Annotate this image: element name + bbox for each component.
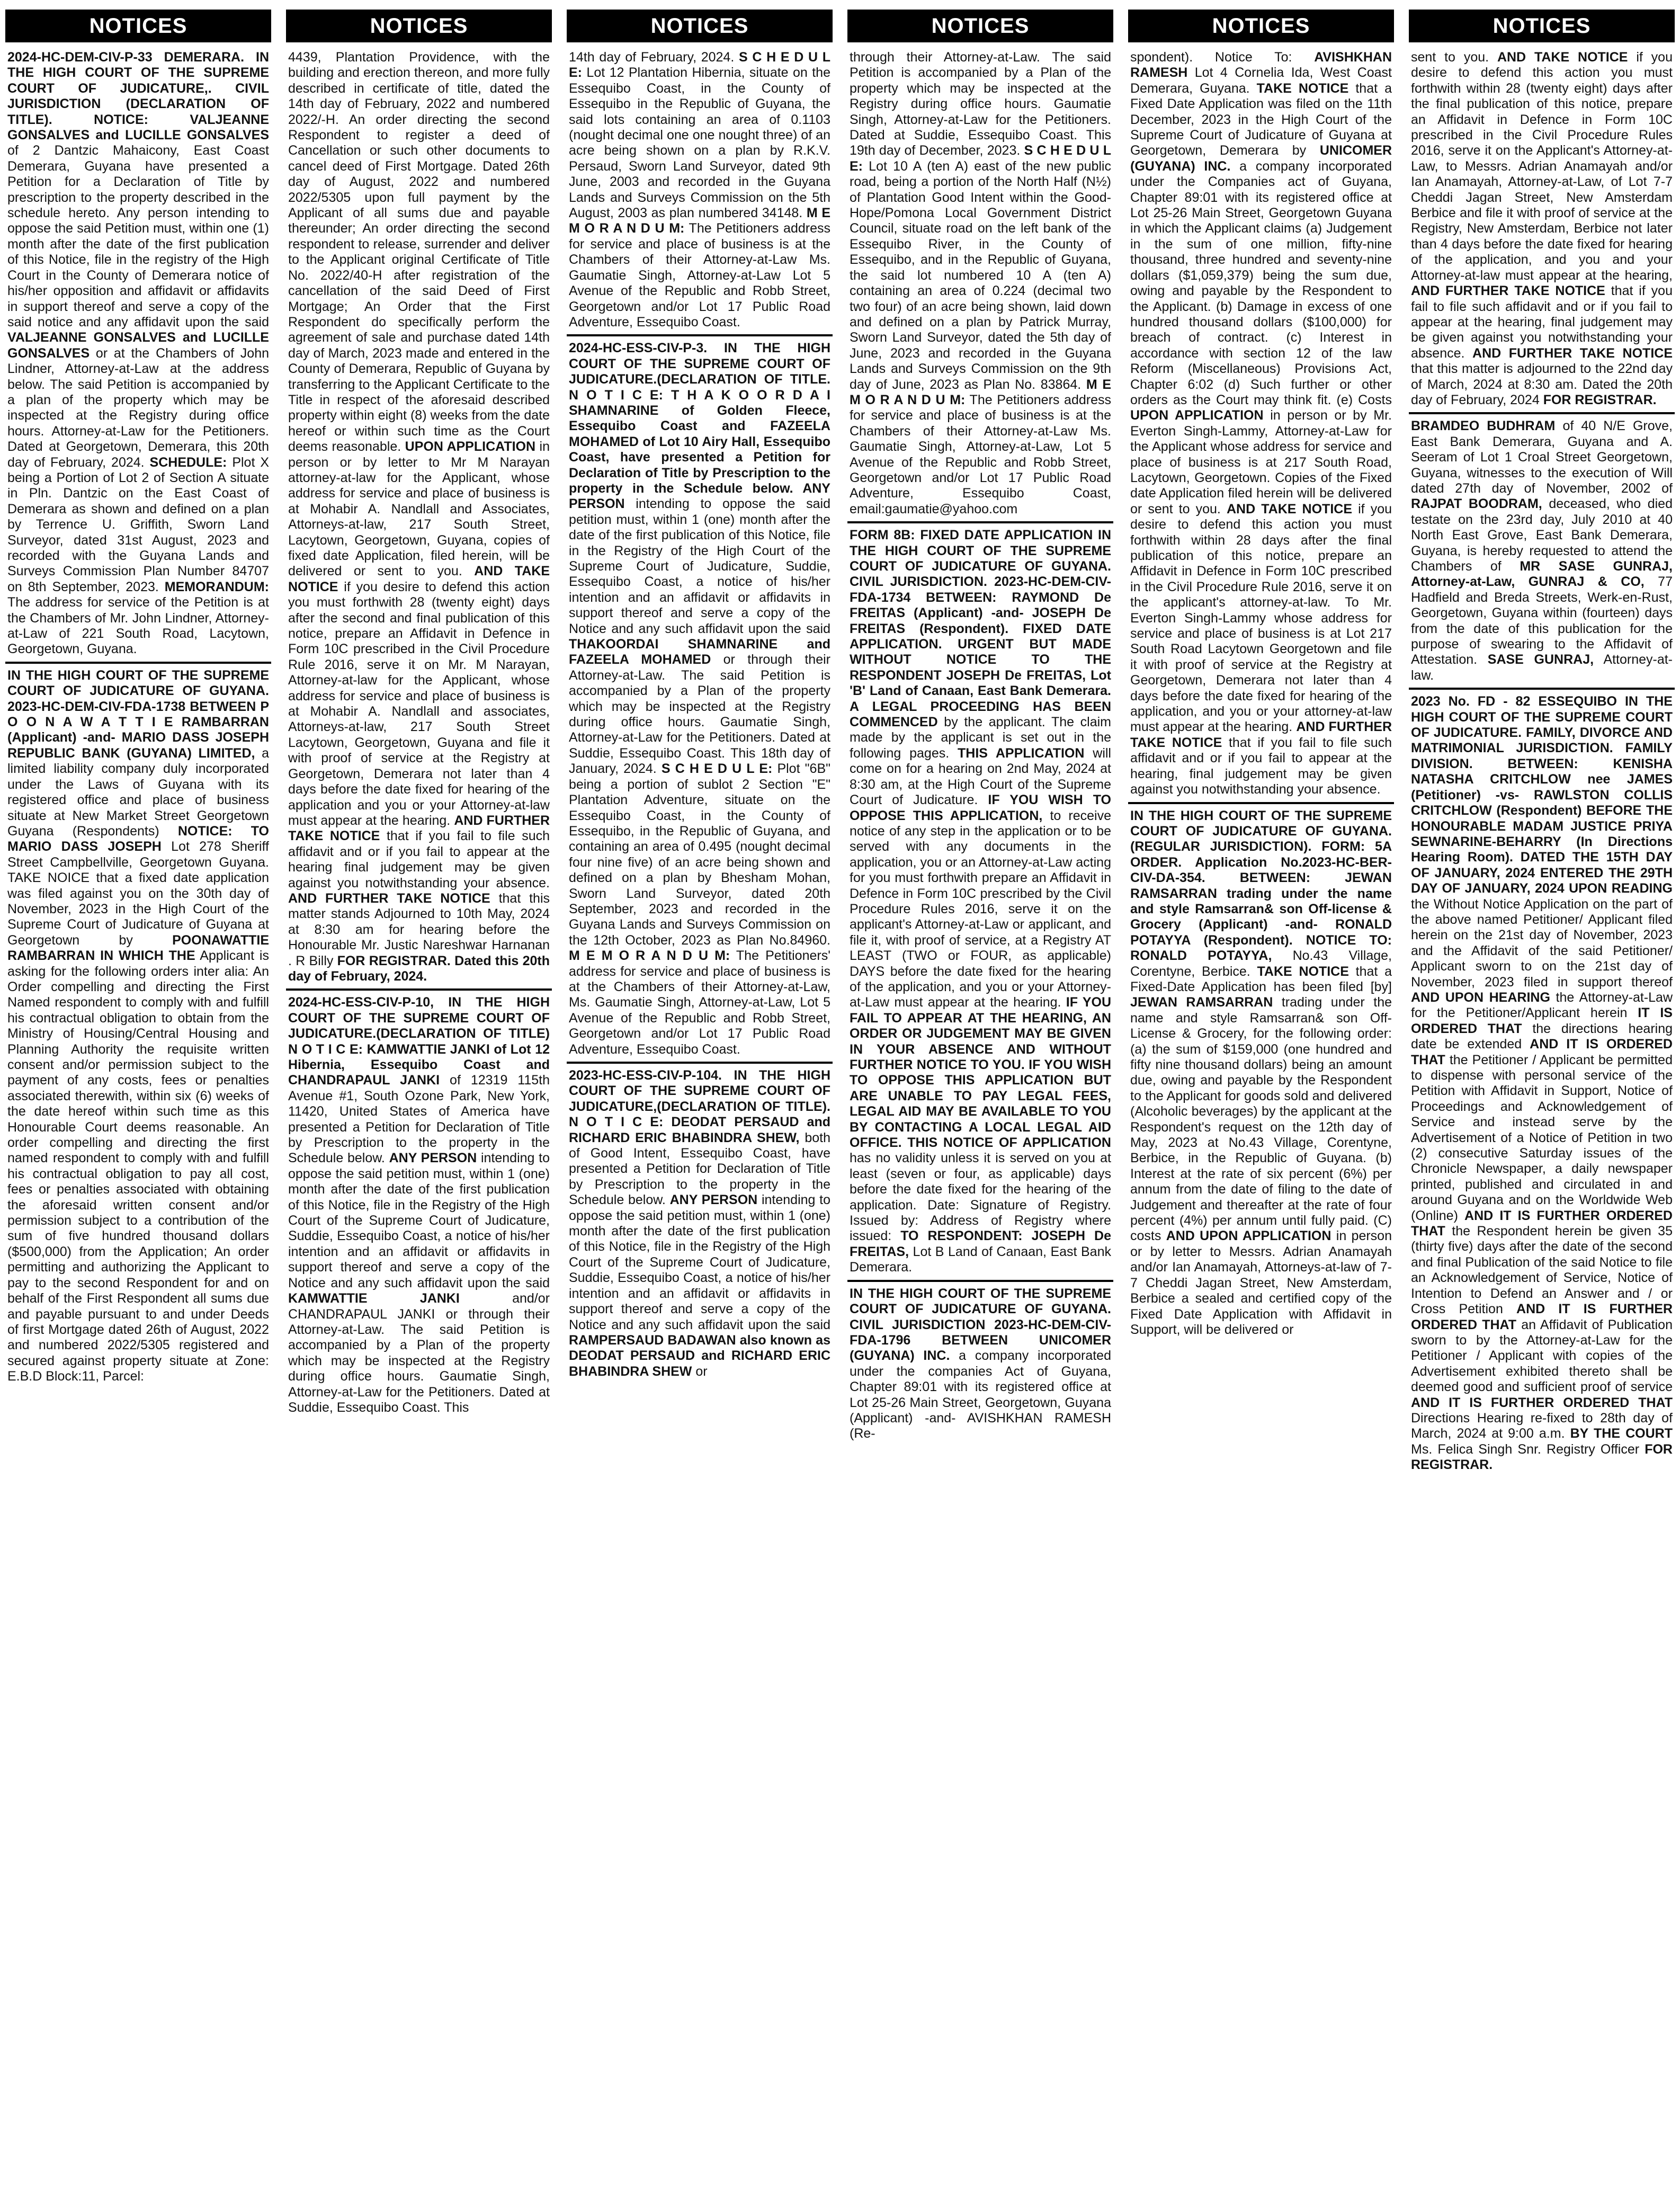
column-header: NOTICES <box>5 10 271 42</box>
notice-text: Plot X being a Portion of Lot 2 of Section A situate in Pln. Dantzic on the East Coast of Demerara as shown and defined on a plan by Terrence U. Griffith, Sworn Land Surveyor, dated 31st August, 2023 and recorded with the Guyana Lands and Surveys Commission Plan Number 84707 on 8th September, 2023. <box>7 455 269 594</box>
column-body <box>1409 50 1675 2191</box>
notice-text: of 2 Dantzic Mahaicony, East Coast Demerara, Guyana have presented a Petition for a Declaration of Title by prescription to the property described in the schedule hereto. Any person intending to oppose the said Petition must, within one (1) month after the date of the first publication of this Notice, file in the registry of the High Court in the County of Demerara notice of his/her opposition and affidavit or affidavits in support thereof and serve a copy of the said notice and any affidavit upon the said <box>7 143 269 329</box>
notice-bold-text: BRAMDEO BUDHRAM <box>1411 418 1556 434</box>
notice-text: that if you fail to file such affidavit and or if you fail to appear at the hearing, final judgement may be given against you notwithstanding your absence. <box>1411 283 1673 361</box>
notice-bold-text: AND UPON HEARING <box>1411 990 1550 1005</box>
notice-text: the Without Notice Application on the part of the above named Petitioner/ Applicant filed herein on the 21st day of November, 2023 and the Affidavit of the said Petitioner/ Applicant sworn to on the 21st day of November, 2023 filed in support thereof <box>1411 896 1673 990</box>
notice-text: has no validity unless it is served on you at least (seven or four, as applicable) days before the date fixed for the hearing of the application. Date: Signature of Registry. Issued by: Address of Registry where issued: <box>850 1151 1111 1244</box>
notice-text: deceased, who died testate on the 23rd day, July 2010 at 40 North East Grove, East Bank Demerara, Guyana, is hereby requested to attend the Chambers of <box>1411 496 1673 574</box>
column-header: NOTICES <box>847 10 1113 42</box>
notice-bold-text: FOR REGISTRAR. <box>1411 1441 1673 1473</box>
legal-notice <box>1409 688 1675 1477</box>
notice-bold-text: 2024-HC-DEM-CIV-P-33 DEMERARA. IN THE HIGH COURT OF THE SUPREME COURT OF JUDICATURE,. CIVIL JURISDICTION (DECLARATION OF TITLE). NOTICE: VALJEANNE GONSALVES and LUCILLE GONSALVES <box>7 50 269 143</box>
notice-column <box>1409 10 1675 2191</box>
notice-text: if you desire to defend this action you must forthwith within 28 (twenty eight) days after the final publication of this notice, prepare an Affidavit in Defence in Form 10C prescribed in the Civil Procedure Rules 2016, serve it on the Applicant's Attorney-at-Law, to Messrs. Adrian Anamayah and/or Ian Anamayah, Attorney-at-Law, of Lot 7-7 Cheddi Jagan Street, New Amsterdam Berbice and file it with proof of service at the Registry, New Amsterdam, Berbice not later than 4 days before the date fixed for hearing of the application, and you and your Attorney-at-law must appear at the hearing, <box>1411 50 1673 283</box>
notice-bold-text: 2024-HC-ESS-CIV-P-3. IN THE HIGH COURT OF THE SUPREME COURT OF JUDICATURE.(DECLARATION OF TITLE. N O T I C E: T H A K O O R D A I SHAMNARINE of Golden Fleece, Essequibo Coast and FAZEELA MOHAMED of Lot 10 Airy Hall, Essequibo Coast, have presented a Petition for Declaration of Title by Prescription to the property in the Schedule below. ANY PERSON <box>569 341 830 512</box>
legal-notice <box>567 334 833 1062</box>
notice-bold-text: AND FURTHER TAKE NOTICE <box>1411 283 1605 299</box>
legal-notice <box>847 1280 1113 1446</box>
notice-text: by the applicant. The claim made by the applicant is set out in the following pages. <box>850 715 1111 761</box>
notice-text: Lot 12 Plantation Hibernia, situate on the Essequibo Coast, in the County of Essequibo in the Republic of Guyana, the said lots containing an area of 0.1103 (nought decimal one one nought three) of an acre being shown on a plan by R.K.V. Persaud, Sworn Land Surveyor, dated 9th June, 2003 and recorded in the Guyana Lands and Surveys Commission on the 5th August, 2003 as plan numbered 34148. <box>569 65 830 221</box>
notice-text: spondent). Notice To: <box>1130 50 1315 65</box>
notice-bold-text: TO RESPONDENT: JOSEPH De FREITAS, <box>850 1228 1111 1259</box>
notice-text: or <box>692 1364 708 1379</box>
notice-text: intending to oppose the said petition must, within 1 (one) month after the date of the first publication of this Notice, file in the Registry of the High Court of the Supreme Court of Judicature, Suddie, Essequibo Coast, a notice of his/her intention and an affidavit or affidavits in support thereof and serve a copy of the Notice and any such affidavit upon the said <box>569 1192 831 1332</box>
notice-bold-text: NOTICE: TO MARIO DASS JOSEPH <box>7 823 270 854</box>
notice-bold-text: JEWAN RAMSARRAN <box>1130 995 1273 1010</box>
notice-text: Plot "6B" being a portion of sublot 2 Section "E" Plantation Adventure, situate on the Essequibo Coast, in the County of Essequibo, in the Republic of Guyana, and containing an area of 0.495 (nought decimal four nine five) of an acre being shown and defined on a plan by Bhesham Mohan, Sworn Land Surveyor, dated 20th September, 2023 and recorded in the Guyana Lands and Surveys Commission on the 12th October, 2023 as Plan No.84960. <box>569 761 830 948</box>
notice-bold-text: AND FURTHER TAKE NOTICE <box>1130 719 1392 750</box>
notice-text: Applicant is asking for the following orders inter alia: An Order compelling and directing the First Named respondent to comply with and fulfill his contractual obligation to obtain from the Ministry of Housing/Central Housing and Planning Authority the requisite written consent and/or permission subject to the payment of any costs, fees or penalties associated therewith, within six (6) weeks of the date hereof within such time as this Honourable Court deems reasonable. An order compelling and directing the first named respondent to comply with and fulfill his contractual obligation to pay all cost, fees or penalties associated with obtaining the aforesaid written consent and/or permission subject to a contribution of the sum of five hundred thousand dollars ($500,000) from the Application; An order permitting and authorizing the Applicant to pay to the second Respondent for and on behalf of the First Respondent all sums due and payable pursuant to and under Deeds of first Mortgage dated 26th of August, 2022 and numbered 2022/5305 registered and secured against property situate at Zone: E.B.D Block:11, Parcel: <box>7 948 269 1384</box>
notice-text: a company incorporated under the companies Act of Guyana, Chapter 89:01 with its registered office at Lot 25-26 Main Street, Georgetown, Guyana (Applicant) -and- AVISHKHAN RAMESH (Re- <box>850 1348 1111 1441</box>
notice-text: that if you fail to file such affidavit and or if you fail to appear at the hearing, final judgement may be given against you notwithstanding your absence. <box>1130 735 1392 797</box>
notice-text: Lot 10 A (ten A) east of the new public road, being a portion of the North Half (N½) of Plantation Good Intent within the Good-Hope/Pomona Local Government District Council, situate road on the left bank of the Essequibo River, in the County of Essequibo, and in the Republic of Guyana, the said lot numbered 10 A (ten A) containing an area of 0.224 (decimal two two four) of an acre being shown, laid down and defined on a plan by Patrick Murray, Sworn Land Surveyor, dated the 5th day of June, 2023 and recorded in the Guyana Lands and Surveys Commission on the 9th day of June, 2023 as Plan No. 83864. <box>850 158 1111 392</box>
notice-text: 14th day of February, 2024. <box>569 50 739 65</box>
notice-text: both of Good Intent, Essequibo Coast, have presented a Petition for Declaration of Title by Prescription to the property in the Schedule below. <box>569 1130 831 1208</box>
notice-text: a limited liability company duly incorporated under the Laws of Guyana with its registered office and place of business situate at New Market Street Georgetown Guyana (Respondents) <box>7 745 269 839</box>
notice-text: The Petitioners' address for service and place of business is at the Chambers of their Attorney-at-Law, Ms. Gaumatie Singh, Attorney-at-Law, Lot 5 Avenue of the Republic and Robb Street, Georgetown and/or Lot 17 Public Road Adventure, Essequibo Coast. <box>569 948 830 1057</box>
notice-text: the directions hearing date be extended <box>1411 1021 1673 1052</box>
notice-text: or at the Chambers of John Lindner, Attorney-at-Law at the address below. The said Petition is accompanied by a plan of the property which may be inspected at the Registry during office hours. Attorney-at-Law for the Petitioners. Dated at Georgetown, Demerara, this 20th day of February, 2024. <box>7 345 269 470</box>
column-body <box>1128 50 1394 2191</box>
notice-text: if you desire to defend this action you must forthwith within 28 days after the final publication of this notice, prepare an Affidavit in Defence in Form 10C prescribed in the Civil Procedure Rule 2016, serve it on the applicant's attorney-at-law. To Mr. Everton Singh-Lammy whose address for service and place of business is at Lot 217 South Road Lacytown Georgetown and file it with proof of service at the Registry at Georgetown, Demerara not later than 4 days before the date fixed for hearing of the application, and you or your attorney-at-law must appear at the hearing. <box>1130 501 1392 735</box>
notice-column <box>1128 10 1394 2191</box>
notice-bold-text: THAKOORDAI SHAMNARINE and FAZEELA MOHAMED <box>569 637 830 667</box>
legal-notice <box>567 50 833 334</box>
notice-bold-text: AND FURTHER TAKE NOTICE <box>288 813 550 844</box>
legal-notice <box>847 521 1113 1280</box>
notice-bold-text: AND IT IS FURTHER ORDERED THAT <box>1411 1302 1673 1332</box>
notice-text: to receive notice of any step in the application or to be served with any documents in the application, you or an Attorney-at-Law acting for you must forthwith prepare an Affidavit in Defence in Form 10C prescribed by the Civil Procedure Rules 2016, serve it on the applicant's Attorney-at-Law or applicant, and file it, with proof of service, at a Registry AT LEAST (TWO or FOUR, as applicable) DAYS before the date fixed for the hearing of the application, and you or your Attorney-at-Law must appear at the hearing. <box>850 808 1111 1010</box>
notice-bold-text: 2023-HC-ESS-CIV-P-104. IN THE HIGH COURT OF THE SUPREME COURT OF JUDICATURE,(DECLARATION OF TITLE). N O T I C E: DEODAT PERSAUD and RICHARD ERIC BHABINDRA SHEW, <box>569 1068 830 1145</box>
notice-bold-text: S C H E D U L E: <box>850 143 1111 174</box>
notice-bold-text: SASE GUNRAJ, <box>1487 652 1594 667</box>
notice-text: in person or by letter to Messrs. Adrian Anamayah and/or Ian Anamayah, Attorneys-at-law of 7-7 Cheddi Jagan Street, New Amsterdam, Berbice a sealed and certified copy of the Fixed Date Application with Affidavit in Support, will be delivered or <box>1130 1228 1392 1337</box>
notice-text: and/or CHANDRAPAUL JANKI or through their Attorney-at-Law. The said Petition is accompanied by a Plan of the property which may be inspected at the Registry during office hours. Gaumatie Singh, Attorney-at-Law for the Petitioners. Dated at Suddie, Essequibo Coast. This <box>288 1291 550 1415</box>
notice-bold-text: RAMPERSAUD BADAWAN also known as DEODAT PERSAUD and RICHARD ERIC BHABINDRA SHEW <box>569 1332 830 1379</box>
notice-column <box>286 10 552 2191</box>
notice-text: The Petitioners address for service and place of business is at the Chambers of their Attorney-at-Law Ms. Gaumatie Singh, Attorney-at-Law Lot 5 Avenue of the Republic and Robb Street, Georgetown and/or Lot 17 Public Road Adventure, Essequibo Coast. <box>569 221 830 329</box>
notice-bold-text: VALJEANNE GONSALVES and LUCILLE GONSALVES <box>7 330 269 361</box>
notice-bold-text: S C H E D U L E: <box>661 761 773 777</box>
legal-notice <box>1128 802 1394 1342</box>
notice-bold-text: RAJPAT BOODRAM, <box>1411 496 1542 512</box>
notice-bold-text: TAKE NOTICE <box>1256 81 1349 96</box>
notice-text: the Attorney-at-Law for the Petitioner/Applicant herein <box>1411 990 1673 1021</box>
notice-bold-text: UPON APPLICATION <box>1130 408 1264 423</box>
notice-bold-text: IF YOU WISH TO OPPOSE THIS APPLICATION, <box>850 792 1111 823</box>
notice-bold-text: ANY PERSON <box>389 1151 477 1166</box>
column-header: NOTICES <box>567 10 833 42</box>
notice-bold-text: AND IT IS ORDERED THAT <box>1411 1037 1673 1067</box>
notice-bold-text: AND TAKE NOTICE <box>1497 50 1628 65</box>
legal-notice <box>5 662 271 1389</box>
notice-text: Directions Hearing re-fixed to 28th day of March, 2024 at 9:00 a.m. <box>1411 1410 1673 1441</box>
notice-bold-text: MR SASE GUNRAJ, Attorney-at-Law, GUNRAJ & CO, <box>1411 559 1673 590</box>
notice-text: The Petitioners address for service and place of business is at the Chambers of their Attorney-at-Law Ms. Gaumatie Singh, Attorney-at-Law, Lot 5 Avenue of the Republic and Robb Street, Georgetown and/or Lot 17 Public Road Adventure, Essequibo Coast, email:gaumatie@yahoo.com <box>850 392 1111 516</box>
notice-bold-text: UPON APPLICATION <box>405 439 536 455</box>
legal-notice <box>567 1062 833 1384</box>
notice-column <box>567 10 833 2191</box>
notice-text: Lot B Land of Canaan, East Bank Demerara. <box>850 1244 1111 1275</box>
notice-text: the Petitioner / Applicant be permitted to dispense with personal service of the Petition with Affidavit in Support, Notice of Proceedings and Acknowledgement of Service and instead serve by the Advertisement of a Notice of Petition in two (2) consecutive Saturday issues of the Chronicle Newspaper, a daily newspaper printed, published and circulated in and around Guyana and on the Worldwide Web (Online) <box>1411 1052 1673 1223</box>
notice-bold-text: AND TAKE NOTICE <box>1226 501 1352 516</box>
notice-bold-text: POONAWATTIE RAMBARRAN IN WHICH THE <box>7 932 269 964</box>
notice-text: intending to oppose the said petition must, within 1 (one) month after the date of the first publication of this Notice, file in the Registry of the High Court of the Supreme Court of Judicature, Suddie, Essequibo Coast, a notice of his/her intention and an affidavit or affidavits in support thereof and serve a copy of the Notice and any such affidavit upon the said <box>569 496 830 636</box>
legal-notice <box>1128 50 1394 802</box>
notice-bold-text: AND IT IS FURTHER ORDERED THAT <box>1411 1395 1673 1410</box>
column-header: NOTICES <box>286 10 552 42</box>
notice-bold-text: IN THE HIGH COURT OF THE SUPREME COURT OF JUDICATURE OF GUYANA. 2023-HC-DEM-CIV-FDA-1738 BETWEEN P O O N A W A T T I E RAMBARRAN (Applicant) -and- MARIO DASS JOSEPH REPUBLIC BANK (GUYANA) LIMITED, <box>7 667 269 761</box>
notice-bold-text: 2024-HC-ESS-CIV-P-10, IN THE HIGH COURT OF THE SUPREME COURT OF JUDICATURE.(DECLARATION OF TITLE) N O T I C E: KAMWATTIE JANKI of Lot 12 Hibernia, Essequibo Coast and CHANDRAPAUL JANKI <box>288 995 550 1088</box>
notice-text: will come on for a hearing on 2nd May, 2024 at 8:30 am, at the High Court of the Supreme Court of Judicature. <box>850 745 1111 808</box>
notice-bold-text: FOR REGISTRAR. Dated this 20th day of February, 2024. <box>288 953 550 984</box>
notice-bold-text: FOR REGISTRAR. <box>1543 392 1657 407</box>
notice-bold-text: AND FURTHER TAKE NOTICE <box>288 890 490 906</box>
notice-text: through their Attorney-at-Law. The said Petition is accompanied by a Plan of the property which may be inspected at the Registry during office hours. Gaumatie Singh, Attorney-at-Law for the Petitioners. Dated at Suddie, Essequibo Coast. This 19th day of December, 2023. <box>850 50 1111 158</box>
notice-text: if you desire to defend this action you must forthwith 28 (twenty eight) days after the second and final publication of this notice, prepare an Affidavit in Defence in Form 10C prescribed in the Civil Procedure Rule 2016, serve it on Mr. M Narayan, Attorney-at-law for the Applicant, whose address for service and place of business is at Mohabir A. Nandlall and associates, Attorneys-at-law, 217 South Street Lacytown, Georgetown, Guyana and file it with proof of service at the Registry at Georgetown, Demerara not later than 4 days before the date fixed for hearing of the application and you or your Attorney-at-law must appear at the hearing. <box>288 579 550 828</box>
notice-column <box>847 10 1113 2191</box>
notice-text: the Respondent herein be given 35 (thirty five) days after the date of the second and final Publication of the said Notice to file an Acknowledgement of Service, Notice of Intention to Defend an Answer and / or Cross Petition <box>1411 1224 1673 1317</box>
notice-bold-text: FORM 8B: FIXED DATE APPLICATION IN THE HIGH COURT OF THE SUPREME COURT OF JUDICATURE OF GUYANA. CIVIL JURISDICTION. 2023-HC-DEM-CIV-FDA-1734 BETWEEN: RAYMOND De FREITAS (Applicant) -and- JOSEPH De FREITAS (Respondent). FIXED DATE APPLICATION. URGENT BUT MADE WITHOUT NOTICE TO THE RESPONDENT JOSEPH De FREITAS, Lot 'B' Land of Canaan, East Bank Demerara. A LEGAL PROCEEDING HAS BEEN COMMENCED <box>850 528 1111 730</box>
notice-bold-text: AVISHKHAN RAMESH <box>1130 50 1392 81</box>
column-body <box>286 50 552 2191</box>
notice-bold-text: KAMWATTIE JANKI <box>288 1291 460 1306</box>
notice-text: sent to you. <box>1411 50 1497 65</box>
notice-bold-text: IF YOU FAIL TO APPEAR AT THE HEARING, AN ORDER OR JUDGEMENT MAY BE GIVEN IN YOUR ABSENCE AND WITHOUT FURTHER NOTICE TO YOU. IF YOU WISH TO OPPOSE THIS APPLICATION BUT ARE UNABLE TO PAY LEGAL FEES, LEGAL AID MAY BE AVAILABLE TO YOU BY CONTACTING A LOCAL LEGAL AID OFFICE. THIS NOTICE OF APPLICATION <box>850 995 1111 1151</box>
notice-text: in person or by Mr. Everton Singh-Lammy, Attorney-at-Law for the Applicant whose address for service and place of business is at 217 South Road, Lacytown, Georgetown. Copies of the Fixed date Application filed herein will be delivered or sent to you. <box>1130 408 1392 516</box>
notice-text: Ms. Felica Singh Snr. Registry Officer <box>1411 1441 1645 1457</box>
notice-bold-text: ANY PERSON <box>669 1192 758 1208</box>
notice-text: an Affidavit of Publication sworn to by the Attorney-at-Law for the Petitioner / Applicant with copies of the Advertisement exhibited thereto shall be deemed good and sufficient proof of service <box>1411 1317 1673 1395</box>
column-header: NOTICES <box>1128 10 1394 42</box>
legal-notice <box>286 50 552 988</box>
notice-bold-text: UNICOMER (GUYANA) INC. <box>1130 143 1392 174</box>
column-header: NOTICES <box>1409 10 1675 42</box>
notice-text: that this matter is adjourned to the 22nd day of March, 2024 at 8:30 am. Dated the 20th day of February, 2024 <box>1411 361 1673 407</box>
legal-notice <box>847 50 1113 521</box>
notice-text: 4439, Plantation Providence, with the building and erection thereon, and more fully described in certificate of title, dated the 14th day of February, 2022 and numbered 2022/-H. An order directing the second Respondent to register a deed of Cancellation or such other documents to cancel deed of First Mortgage. Dated 26th day of August, 2022 and numbered 2022/5305 upon full payment by the Applicant of all sums due and payable thereunder; An order directing the second respondent to release, surrender and deliver to the Applicant original Certificate of Title No. 2022/40-H after registration of the cancellation of the said Deed of First Mortgage; An Order that the First Respondent do specifically perform the agreement of sale and purchase dated 14th day of March, 2023 made and entered in the County of Demerara, Republic of Guyana by transferring to the Applicant Certificate to the Title in respect of the aforesaid described property within eight (8) weeks from the date hereof or within such time as the Court deems reasonable. <box>288 50 550 455</box>
notice-bold-text: AND IT IS FURTHER ORDERED THAT <box>1411 1208 1673 1239</box>
legal-notice <box>286 988 552 1420</box>
notice-text: in person or by letter to Mr M Narayan attorney-at-law for the Applicant, whose address for service and place of business is at Mohabir A. Nandlall and Associates, Attorneys-at-law, 217 South Street, Lacytown, Georgetown, Guyana, copies of fixed date Application, filed herein, will be delivered or sent to you. <box>288 439 550 579</box>
notice-text: 77 Hadfield and Breda Streets, Werk-en-Rust, Georgetown, Guyana within (fourteen) days from the date of this publication for the purpose of swearing to the Affidavit of Attestation. <box>1411 574 1673 667</box>
notice-bold-text: IN THE HIGH COURT OF THE SUPREME COURT OF JUDICATURE OF GUYANA. (REGULAR JURISDICTION). FORM: 5A ORDER. Application No.2023-HC-BER-CIV-DA-354. BETWEEN: JEWAN RAMSARRAN trading under the name and style Ramsarran& son Off-license & Grocery (Applicant) -and- RONALD POTAYYA (Respondent). NOTICE TO: RONALD POTAYYA, <box>1130 808 1392 964</box>
notice-column <box>5 10 271 2191</box>
notice-text: No.43 Village, Corentyne, Berbice. <box>1130 948 1392 979</box>
notice-bold-text: M E M O R A N D U M: <box>569 206 831 236</box>
notice-text: Lot 4 Cornelia Ida, West Coast Demerara, Guyana. <box>1130 65 1392 96</box>
notice-text: of 12319 115th Avenue #1, South Ozone Park, New York, 11420, United States of America have presented a Petition for Declaration of Title by Prescription to the property in the Schedule below. <box>288 1073 550 1166</box>
notice-text: of 40 N/E Grove, East Bank Demerara, Guyana and A. Seeram of Lot 1 Croal Street Georgetown, Guyana, witnesses to the execution of Will dated 27th day of November, 2002 of <box>1411 418 1673 496</box>
notice-text: The address for service of the Petition is at the Chambers of Mr. John Lindner, Attorney-at-Law of 221 South Road, Lacytown, Georgetown, Guyana. <box>7 595 269 657</box>
notice-bold-text: AND TAKE NOTICE <box>288 564 550 594</box>
notice-bold-text: 2023 No. FD - 82 ESSEQUIBO IN THE HIGH COURT OF THE SUPREME COURT OF JUDICATURE. FAMILY, DIVORCE AND MATRIMONIAL JURISDICTION. FAMILY DIVISION. BETWEEN: KENISHA NATASHA CRITCHLOW nee JAMES (Petitioner) -vs- RAWLSTON COLLIS CRITCHLOW (Respondent) BEFORE THE HONOURABLE MADAM JUSTICE PRIYA SEWNARINE-BEHARRY (In Directions Hearing Room). DATED THE 15TH DAY OF JANUARY, 2024 ENTERED THE 29TH DAY OF JANUARY, 2024 UPON READING <box>1411 694 1673 896</box>
notice-bold-text: IT IS ORDERED THAT <box>1411 1005 1673 1036</box>
notice-bold-text: SCHEDULE: <box>149 455 227 470</box>
column-body <box>5 50 271 2191</box>
notice-bold-text: M E M O R A N D U M: <box>850 377 1111 407</box>
notice-bold-text: S C H E D U L E: <box>569 50 830 81</box>
notice-text: that a Fixed Date Application was filed on the 11th December, 2023 in the High Court of the Supreme Court of Judicature of Guyana at Georgetown, Demerara by <box>1130 81 1392 158</box>
notice-text: or through their Attorney-at-Law. The said Petition is accompanied by a Plan of the property which may be inspected at the Registry during office hours. Gaumatie Singh, Attorney-at-Law for the Petitioners. Dated at Suddie, Essequibo Coast. This 18th day of January, 2024. <box>569 652 830 777</box>
legal-notice <box>1409 412 1675 688</box>
legal-notice <box>5 50 271 662</box>
column-body <box>847 50 1113 2191</box>
column-body <box>567 50 833 2191</box>
notice-text: that this matter stands Adjourned to 10th May, 2024 at 8:30 am for hearing before the Honourable Mr. Justic Nareshwar Harnanan . R Billy <box>288 890 550 968</box>
notice-text: a company incorporated under the Companies act of Guyana, Chapter 89:01 with its registered office at Lot 25-26 Main Street, Georgetown Guyana in which the Applicant claims (a) Judgement in the sum of one million, fifty-nine thousand, three hundred and seventy-nine dollars ($1,059,379) being the sum due, owing and payable by the Respondent to the Applicant. (b) Damage in excess of one hundred thousand dollars ($100,000) for breach of contract. (c) Interest in accordance with section 12 of the law Reform (Miscellaneous) Provisions Act, Chapter 6:02 (d) Such further or other orders as the Court may think fit. (e) Costs <box>1130 158 1392 407</box>
notice-bold-text: IN THE HIGH COURT OF THE SUPREME COURT OF JUDICATURE OF GUYANA. CIVIL JURISDICTION 2023-HC-DEM-CIV-FDA-1796 BETWEEN UNICOMER (GUYANA) INC. <box>850 1286 1111 1364</box>
legal-notice <box>1409 50 1675 412</box>
notice-bold-text: AND FURTHER TAKE NOTICE <box>1472 345 1673 361</box>
notice-bold-text: THIS APPLICATION <box>958 745 1085 761</box>
notice-bold-text: MEMORANDUM: <box>164 579 269 594</box>
notice-bold-text: BY THE COURT <box>1570 1426 1673 1441</box>
notice-bold-text: M E M O R A N D U M: <box>569 948 730 964</box>
notice-text: that if you fail to file such affidavit and or if you fail to appear at the hearing final judgement may be given against you notwithstanding your absence. <box>288 829 550 890</box>
notice-text: Lot 278 Sheriff Street Campbellville, Georgetown Guyana. TAKE NOICE that a fixed date application was filed against you on the 30th day of November, 2023 in the High Court of the Supreme Court of Judicature of Guyana at Georgetown by <box>7 839 270 948</box>
notice-text: intending to oppose the said petition must, within 1 (one) month after the date of the first publication of this Notice, file in the Registry of the High Court of the Supreme Court of Judicature, Suddie, Essequibo Coast, a notice of his/her intention and an affidavit or affidavits in support thereof and serve a copy of the Notice and any such affidavit upon the said <box>288 1151 550 1290</box>
notice-text: trading under the name and style Ramsarran& son Off-License & Grocery, for the following order: (a) the sum of $159,000 (one hundred and fifty nine thousand dollars) being an amount due, owing and payable by the Respondent to the Applicant for goods sold and delivered (Alcoholic beverages) by the applicant at the Respondent's request on the 12th day of May, 2023 at No.43 Village, Corentyne, Berbice, in the Republic of Guyana. (b) Interest at the rate of six percent (6%) per annum from the date of filing to the date of Judgement and thereafter at the rate of four percent (4%) per annum until fully paid. (C) costs <box>1130 995 1392 1244</box>
notice-text: Attorney-at-law. <box>1411 652 1673 683</box>
notice-text: that a Fixed-Date Application has been filed [by] <box>1130 964 1392 994</box>
notice-bold-text: AND UPON APPLICATION <box>1166 1228 1332 1244</box>
notice-bold-text: TAKE NOTICE <box>1257 964 1349 979</box>
